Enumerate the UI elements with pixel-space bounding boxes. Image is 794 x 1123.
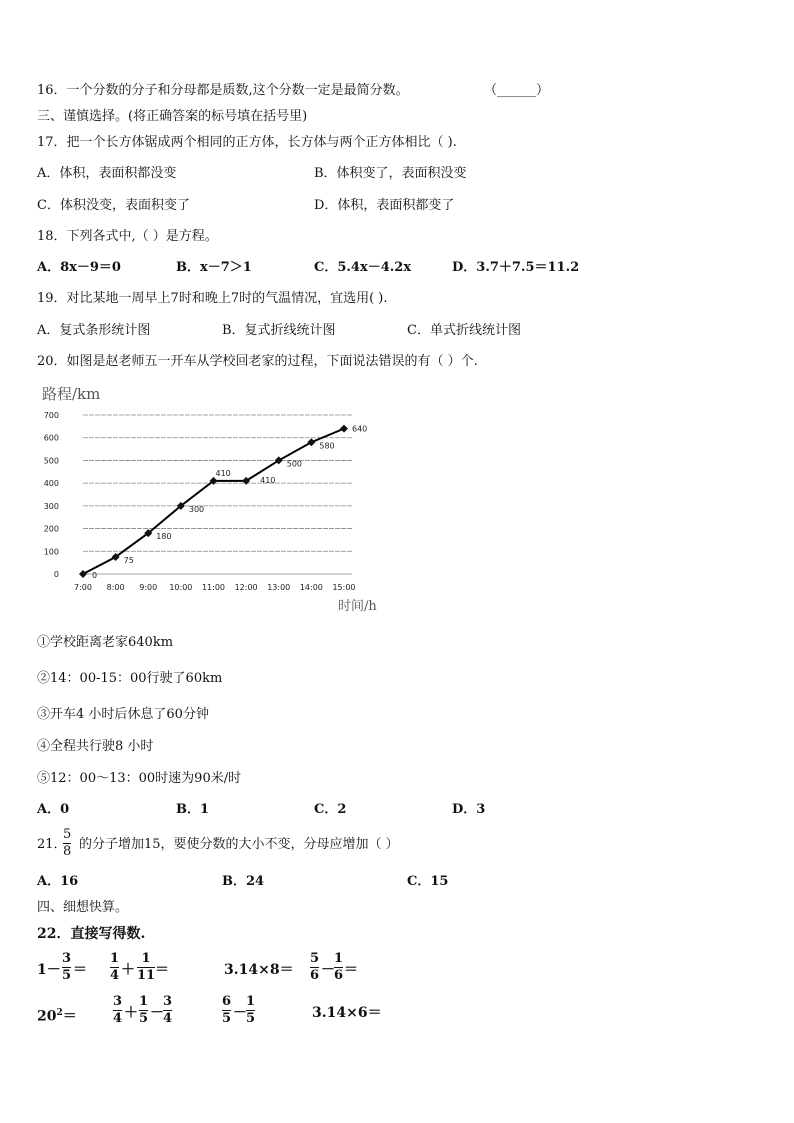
data-label: 300 (188, 504, 205, 514)
y-tick-label: 500 (43, 456, 59, 466)
q17-option-a[interactable]: A．体积，表面积都没变 (37, 166, 177, 181)
q21-option-c[interactable]: C．15 (407, 874, 449, 889)
data-point-marker (79, 570, 87, 578)
q18-option-a[interactable]: A．8x－9＝0 (37, 260, 121, 275)
denominator: 5 (246, 1011, 256, 1026)
q20-option-a[interactable]: A．0 (37, 802, 70, 817)
calc-2c-minus: － (233, 1005, 247, 1021)
numerator: 3 (62, 951, 72, 966)
calc-2b-minus: － (150, 1005, 164, 1021)
numerator: 5 (310, 951, 320, 966)
calc-1d-fraction-1 (310, 952, 319, 983)
q21-fraction-denominator: 8 (63, 844, 72, 859)
section-3-heading: 三、谨慎选择。(将正确答案的标号填在括号里) (37, 109, 308, 124)
q20-statement-4: ④全程共行驶8 小时 (37, 739, 154, 754)
numerator: 1 (334, 951, 344, 966)
calc-2c-fraction-2 (246, 995, 255, 1026)
y-axis-title: 路程/km (42, 385, 101, 403)
y-tick-label: 600 (43, 433, 59, 443)
calc-1b-equals: ＝ (155, 962, 169, 978)
calc-1b-plus: ＋ (121, 962, 135, 978)
x-tick-label: 14:00 (299, 583, 323, 592)
calc-1b-fraction-2 (137, 952, 155, 983)
y-tick-label: 400 (43, 479, 59, 489)
calc-2c-fraction-1 (222, 995, 231, 1026)
data-point-marker (307, 438, 315, 446)
data-label: 410 (215, 468, 231, 478)
q19-option-b[interactable]: B．复式折线统计图 (222, 323, 336, 338)
denominator: 6 (334, 968, 344, 983)
series-line (83, 429, 344, 574)
calc-2a (37, 1004, 77, 1026)
calc-1d-minus: － (321, 962, 335, 978)
q18-option-b[interactable]: B．x－7＞1 (176, 260, 252, 275)
numerator: 6 (222, 994, 232, 1009)
numerator: 3 (163, 994, 173, 1009)
q18-option-d[interactable]: D．3.7＋7.5＝11.2 (452, 260, 580, 275)
calc-2a-exponent: 2 (56, 1008, 63, 1018)
data-label: 580 (319, 441, 335, 451)
data-label: 0 (92, 571, 98, 580)
denominator: 4 (113, 1011, 123, 1026)
q19-stem: 19．对比某地一周早上7时和晚上7时的气温情况，宜选用( ). (37, 291, 388, 306)
q20-option-d[interactable]: D．3 (452, 802, 486, 817)
data-label: 180 (156, 532, 172, 542)
calc-2b-fraction-3 (163, 995, 172, 1026)
q17-option-b[interactable]: B．体积变了，表面积没变 (314, 166, 467, 181)
x-tick-label: 8:00 (106, 583, 125, 592)
denominator: 5 (139, 1011, 149, 1026)
q17-option-c[interactable]: C．体积没变，表面积变了 (37, 198, 190, 213)
q21-option-a[interactable]: A．16 (37, 874, 79, 889)
data-label: 410 (260, 475, 276, 485)
q17-option-d[interactable]: D．体积，表面积都变了 (314, 198, 455, 213)
data-label: 640 (352, 424, 368, 434)
x-tick-label: 11:00 (201, 583, 226, 592)
q22-title: 22．直接写得数. (37, 926, 146, 942)
calc-2b-plus: ＋ (124, 1005, 138, 1021)
x-tick-label: 12:00 (234, 583, 258, 592)
q20-statement-2: ②14：00-15：00行驶了60km (37, 671, 223, 686)
x-axis-title: 时间/h (338, 599, 377, 614)
numerator: 1 (110, 951, 120, 966)
denominator: 5 (222, 1011, 232, 1026)
data-label: 75 (123, 555, 134, 565)
calc-1a-fraction (62, 952, 71, 983)
denominator: 11 (137, 968, 156, 983)
y-tick-label: 0 (53, 570, 59, 579)
y-tick-label: 300 (43, 501, 59, 511)
calc-1d-fraction-2 (334, 952, 343, 983)
denominator: 5 (62, 968, 72, 983)
q19-option-a[interactable]: A．复式条形统计图 (37, 323, 151, 338)
x-tick-label: 9:00 (139, 583, 158, 592)
numerator: 1 (246, 994, 256, 1009)
section-4-heading: 四、细想快算。 (37, 900, 129, 915)
calc-2a-equals: ＝ (62, 1008, 77, 1025)
calc-2a-base: 20 (37, 1008, 57, 1025)
q16-text: 16．一个分数的分子和分母都是质数,这个分数一定是最简分数。 (37, 83, 409, 98)
calc-2b-fraction-1 (113, 995, 122, 1026)
x-tick-label: 15:00 (332, 583, 356, 592)
q21-label: 21． (37, 837, 67, 852)
q20-statement-1: ①学校距离老家640km (37, 635, 174, 650)
calc-1b-fraction-1 (110, 952, 119, 983)
calc-2d: 3.14×6＝ (312, 1005, 382, 1021)
x-tick-label: 10:00 (169, 583, 193, 592)
calc-1a-equals: ＝ (73, 962, 87, 978)
q16-answer-blank[interactable]: （______） (484, 83, 550, 98)
numerator: 1 (141, 951, 151, 966)
q21-stem: 的分子增加15，要使分数的大小不变，分母应增加（ ） (79, 837, 399, 852)
q20-option-c[interactable]: C．2 (314, 802, 347, 817)
q21-option-b[interactable]: B．24 (222, 874, 265, 889)
q21-fraction-numerator: 5 (63, 827, 72, 842)
calc-2b-fraction-2 (139, 995, 148, 1026)
q20-statement-3: ③开车4 小时后休息了60分钟 (37, 707, 209, 722)
denominator: 4 (110, 968, 120, 983)
data-label: 500 (286, 459, 303, 469)
x-tick-label: 7:00 (74, 583, 92, 592)
y-tick-label: 100 (43, 547, 59, 557)
y-tick-label: 200 (43, 524, 59, 534)
x-tick-label: 13:00 (267, 583, 291, 592)
denominator: 4 (163, 1011, 173, 1026)
calc-1a-prefix: 1－ (37, 962, 61, 978)
q19-option-c[interactable]: C．单式折线统计图 (407, 323, 521, 338)
y-tick-label: 700 (43, 411, 59, 420)
q20-statement-5: ⑤12：00～13：00时速为90米/时 (37, 771, 242, 786)
q20-option-b[interactable]: B．1 (176, 802, 210, 817)
denominator: 6 (310, 968, 320, 983)
numerator: 3 (113, 994, 123, 1009)
q21-fraction (63, 828, 71, 859)
calc-1c: 3.14×8＝ (224, 962, 294, 978)
data-point-marker (340, 425, 348, 433)
distance-time-chart (36, 382, 396, 614)
calc-1d-equals: ＝ (344, 962, 358, 978)
q17-stem: 17．把一个长方体锯成两个相同的正方体，长方体与两个正方体相比（ ). (37, 135, 457, 150)
numerator: 1 (139, 994, 149, 1009)
q18-stem: 18．下列各式中,（ ）是方程。 (37, 229, 218, 244)
q18-option-c[interactable]: C．5.4x－4.2x (314, 260, 412, 275)
q20-stem: 20．如图是赵老师五一开车从学校回老家的过程，下面说法错误的有（ ）个. (37, 354, 478, 369)
